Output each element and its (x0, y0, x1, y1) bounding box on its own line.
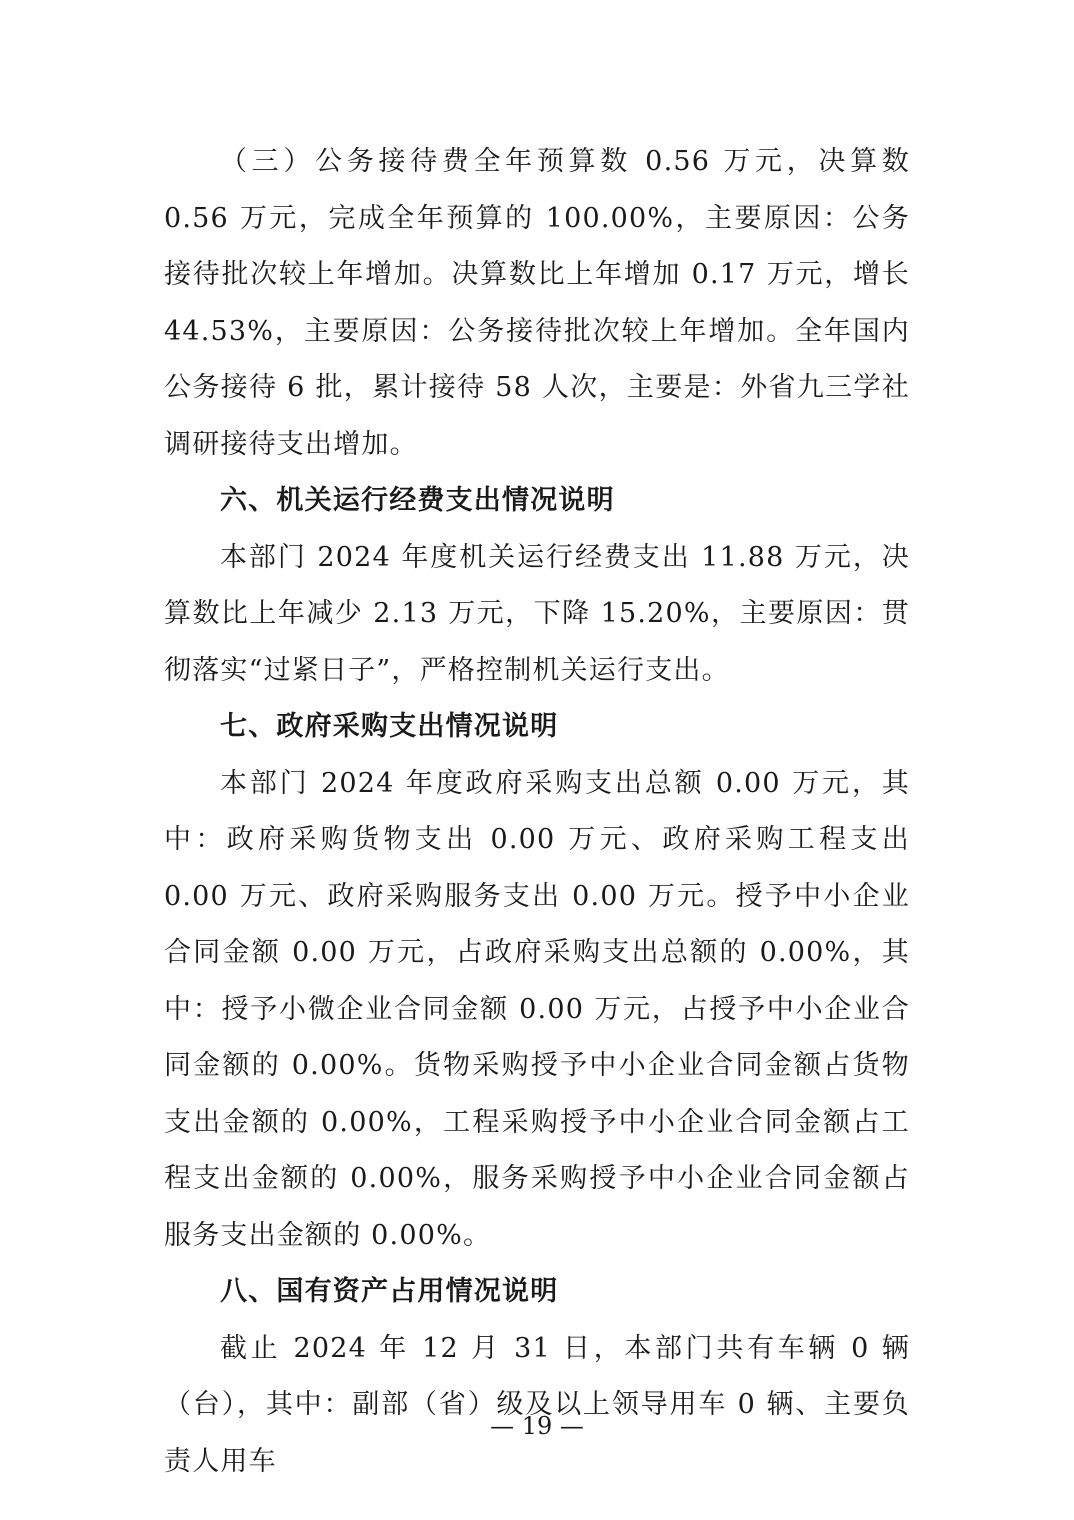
heading-section-seven: 七、政府采购支出情况说明 (220, 711, 559, 742)
paragraph-reception-expenses: （三）公务接待费全年预算数 0.56 万元，决算数 0.56 万元，完成全年预算的 100.00%，主要原因：公务接待批次较上年增加。决算数比上年增加 0.17 万元，增长 44.53%，主要原因：公务接待批次较上年增加。全年国内公务接待 6 批，累计接待 58 人次，主要是：外省九三学社调研接待支出增加。 (164, 146, 910, 460)
heading-section-eight: 八、国有资产占用情况说明 (220, 1276, 559, 1307)
paragraph-state-assets: 截止 2024 年 12 月 31 日，本部门共有车辆 0 辆（台），其中：副部（省）级及以上领导用车 0 辆、主要负责人用车 (164, 1332, 910, 1477)
paragraph-government-procurement: 本部门 2024 年度政府采购支出总额 0.00 万元，其中：政府采购货物支出 0.00 万元、政府采购工程支出 0.00 万元、政府采购服务支出 0.00 万元。授予中小企业合同金额 0.00 万元，占政府采购支出总额的 0.00%，其中：授予小微企业合同金额 0.00 万元，占授予中小企业合同金额的 0.00%。货物采购授予中小企业合同金额占货物支出金额的 0.00%，工程采购授予中小企业合同金额占工程支出金额的 0.00%，服务采购授予中小企业合同金额占服务支出金额的 0.00%。 (164, 767, 910, 1251)
paragraph-operating-expenses: 本部门 2024 年度机关运行经费支出 11.88 万元，决算数比上年减少 2.13 万元，下降 15.20%，主要原因：贯彻落实“过紧日子”，严格控制机关运行支出。 (164, 541, 910, 686)
document-body (164, 134, 910, 1490)
heading-section-six: 六、机关运行经费支出情况说明 (220, 485, 615, 516)
page-number: — 19 — (490, 1412, 584, 1440)
